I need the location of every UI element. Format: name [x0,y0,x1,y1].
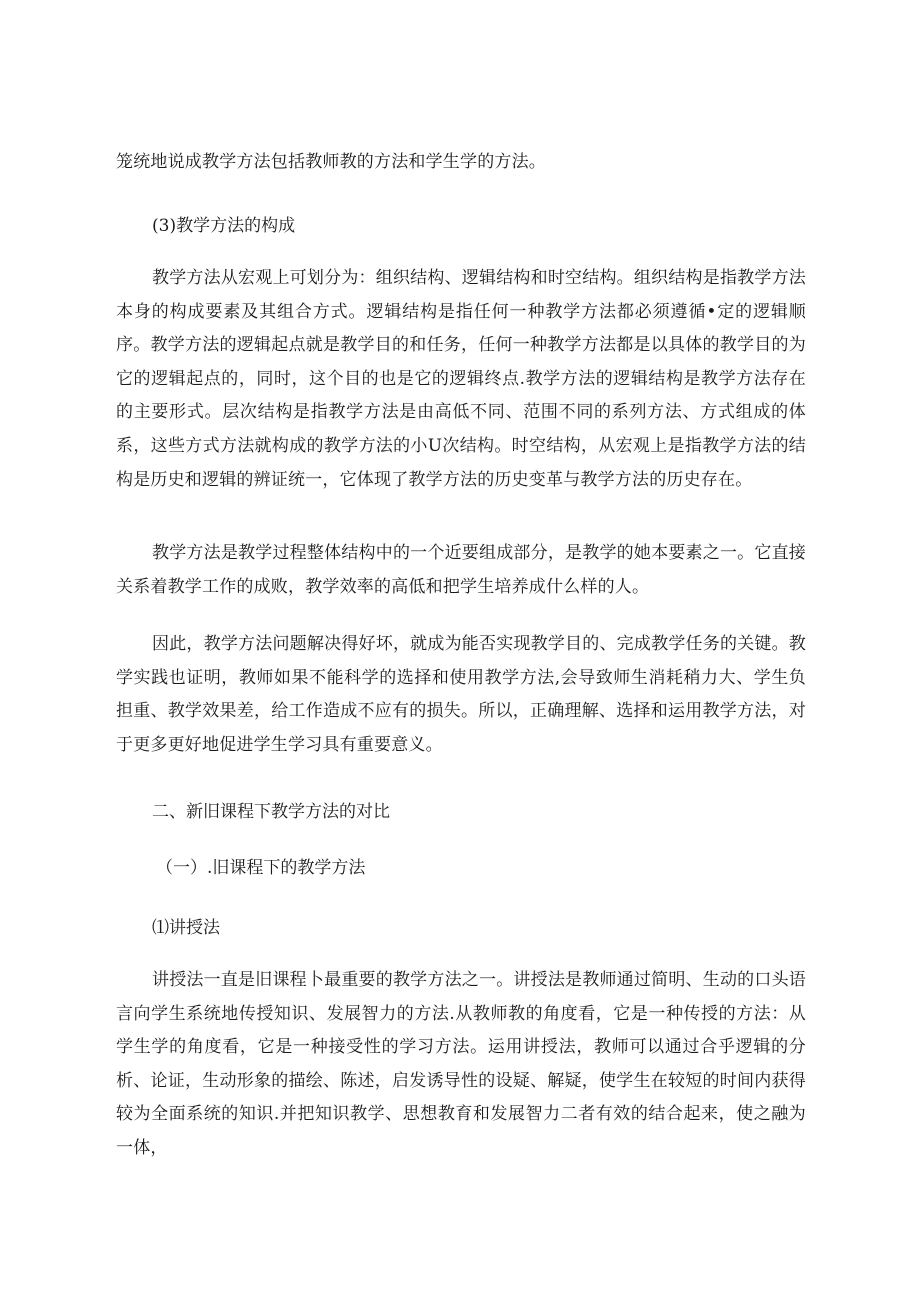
heading-method-composition: (3)教学方法的构成 [152,216,296,236]
heading-lecture-method: ⑴讲授法 [152,918,220,938]
paragraph-method-significance: 因此，教学方法问题解决得好坏，就成为能否实现教学目的、完成教学任务的关键。教学实践也证明，教师如果不能科学的选择和使用教学方法,会导致师生消耗稍力大、学生负担重、教学效果差，给工作造成不应有的损失。所以，正确理解、选择和运用教学方法，对于更多更好地促进学生学习具有重要意义。 [116,634,806,755]
paragraph-intro: 笼统地说成教学方法包括教师教的方法和学生学的方法。 [116,152,546,172]
heading-new-old-comparison: 二、新旧课程下教学方法的对比 [152,802,390,822]
heading-old-curriculum-methods: （一）.旧课程下的教学方法 [156,858,366,878]
paragraph-method-structure: 教学方法从宏观上可划分为：组织结构、逻辑结构和时空结构。组织结构是指教学方法本身的构成要素及其组合方式。逻辑结构是指任何一种教学方法都必须遵循•定的逻辑顺序。教学方法的逻辑起点就是教学目的和任务，任何一种教学方法都是以具体的教学目的为它的逻辑起点的，同时，这个目的也是它的逻辑终点.教学方法的逻辑结构是教学方法存在的主要形式。层次结构是指教学方法是由高低不同、范围不同的系列方法、方式组成的体系，这些方式方法就构成的教学方法的小U次结构。时空结构，从宏观上是指教学方法的结构是历史和逻辑的辨证统一，它体现了教学方法的历史变革与教学方法的历史存在。 [116,268,806,490]
paragraph-method-importance: 教学方法是教学过程整体结构中的一个近要组成部分，是教学的她本要素之一。它直接关系着教学工作的成败，教学效率的高低和把学生培养成什么样的人。 [116,543,806,597]
paragraph-lecture-method: 讲授法一直是旧课程卜最重要的教学方法之一。讲授法是教师通过简明、生动的口头语言向学生系统地传授知识、发展智力的方法.从教师教的角度看，它是一种传授的方法：从学生学的角度看，它是一种接受性的学习方法。运用讲授法，教师可以通过合乎逻辑的分析、论证，生动形象的描绘、陈述，启发诱导性的设疑、解疑，使学生在较短的时间内获得较为全面系统的知识.并把知识教学、思想教育和发展智力二者有效的结合起来，使之融为一体， [116,970,806,1158]
